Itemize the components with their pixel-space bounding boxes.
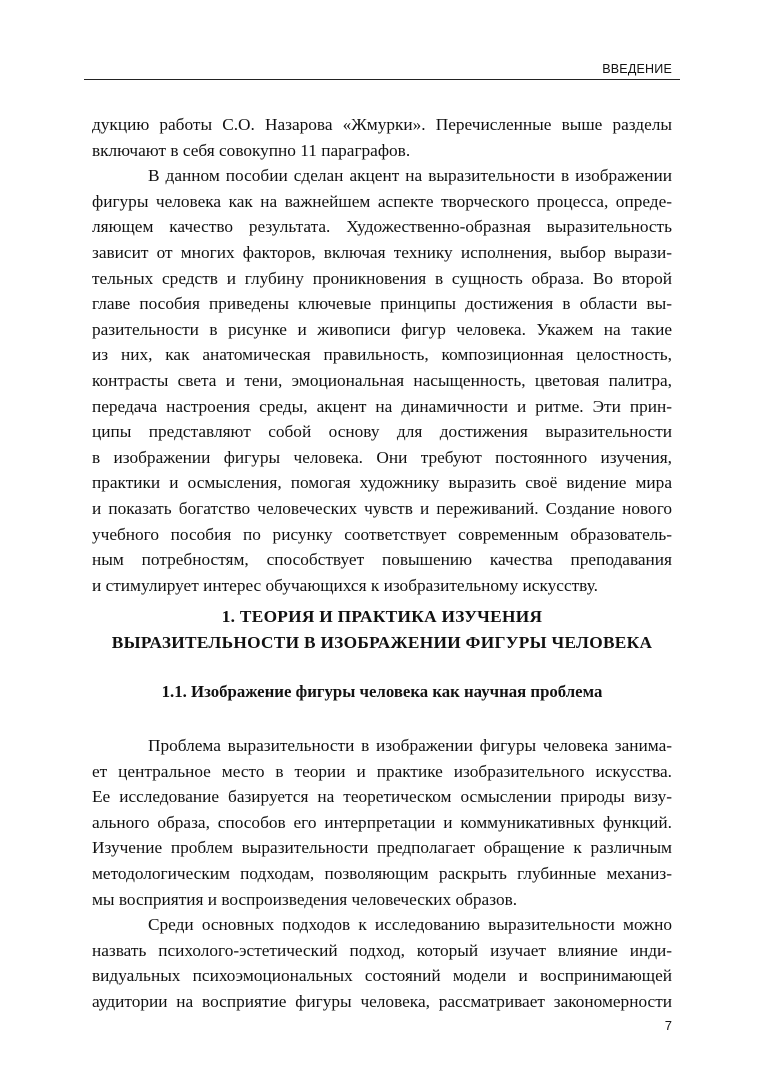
text-line: ального образа, способов его интерпретации и коммуникативных функций. [92,812,672,832]
text-line: тельных средств и глубину проникновения в сущность образа. Во второй [92,268,672,288]
text-line: видуальных психоэмоциональных состояний модели и воспринимающей [92,966,672,986]
text-line: и показать богатство человеческих чувств и переживаний. Создание нового [92,498,672,518]
text-line: аудитории на восприятие фигуры человека, рассматривает закономерности [92,991,672,1011]
text-line: Ее исследование базируется на теоретическом осмыслении природы визу- [92,787,672,807]
chapter-title-line-1: 1. ТЕОРИЯ И ПРАКТИКА ИЗУЧЕНИЯ [221,607,543,626]
text-line: Среди основных подходов к исследованию выразительности можно [148,915,672,935]
text-line: ципы представляют собой основу для достижения выразительности [92,422,672,442]
text-line: ет центральное место в теории и практике изобразительного искусства. [92,761,672,781]
text-line: из них, как анатомическая правильность, композиционная целостность, [92,345,672,365]
text-line: ным потребностям, способствует повышению качества преподавания [92,550,672,570]
chapter-title-line-2: ВЫРАЗИТЕЛЬНОСТИ В ИЗОБРАЖЕНИИ ФИГУРЫ ЧЕЛОВЕКА [111,633,653,652]
text-line: учебного пособия по рисунку соответствует современным образователь- [92,524,672,544]
text-line: методологическим подходам, позволяющим раскрыть глубинные механиз- [92,863,672,883]
text-line: мы восприятия и воспроизведения человеческих образов. [92,889,518,909]
text-line: передача настроения среды, акцент на динамичности и ритме. Эти прин- [92,396,672,416]
section-title: 1.1. Изображение фигуры человека как научная проблема [161,682,603,701]
text-line: назвать психолого-эстетический подход, который изучает влияние инди- [92,940,672,960]
text-line: дукцию работы С.О. Назарова «Жмурки». Перечисленные выше разделы [92,115,672,134]
page-number: 7 [664,1018,672,1033]
section-text [92,733,672,1015]
text-line: Проблема выразительности в изображении фигуры человека занима- [148,736,672,755]
text-line: В данном пособии сделан акцент на выразительности в изображении [148,166,672,186]
text-line: включают в себя совокупно 11 параграфов. [92,140,411,160]
text-line: Изучение проблем выразительности предполагает обращение к различным [92,838,672,858]
text-line: разительности в рисунке и живописи фигур человека. Укажем на такие [92,319,672,339]
text-line: главе пособия приведены ключевые принципы достижения в области вы- [92,294,672,314]
text-line: практики и осмысления, помогая художнику выразить своё видение мира [92,473,672,493]
text-line: фигуры человека как на важнейшем аспекте творческого процесса, опреде- [92,191,672,211]
text-line: зависит от многих факторов, включая технику исполнения, выбор вырази- [92,242,672,262]
intro-text [92,112,672,598]
chapter-title [84,604,680,656]
running-head: ВВЕДЕНИЕ [602,62,672,76]
text-line: ляющем качество результата. Художественно-образная выразительность [92,217,672,237]
text-line: контрасты света и тени, эмоциональная насыщенность, цветовая палитра, [92,370,672,390]
header-rule [84,79,680,80]
text-line: и стимулирует интерес обучающихся к изобразительному искусству. [92,575,598,595]
text-line: в изображении фигуры человека. Они требуют постоянного изучения, [92,447,672,467]
